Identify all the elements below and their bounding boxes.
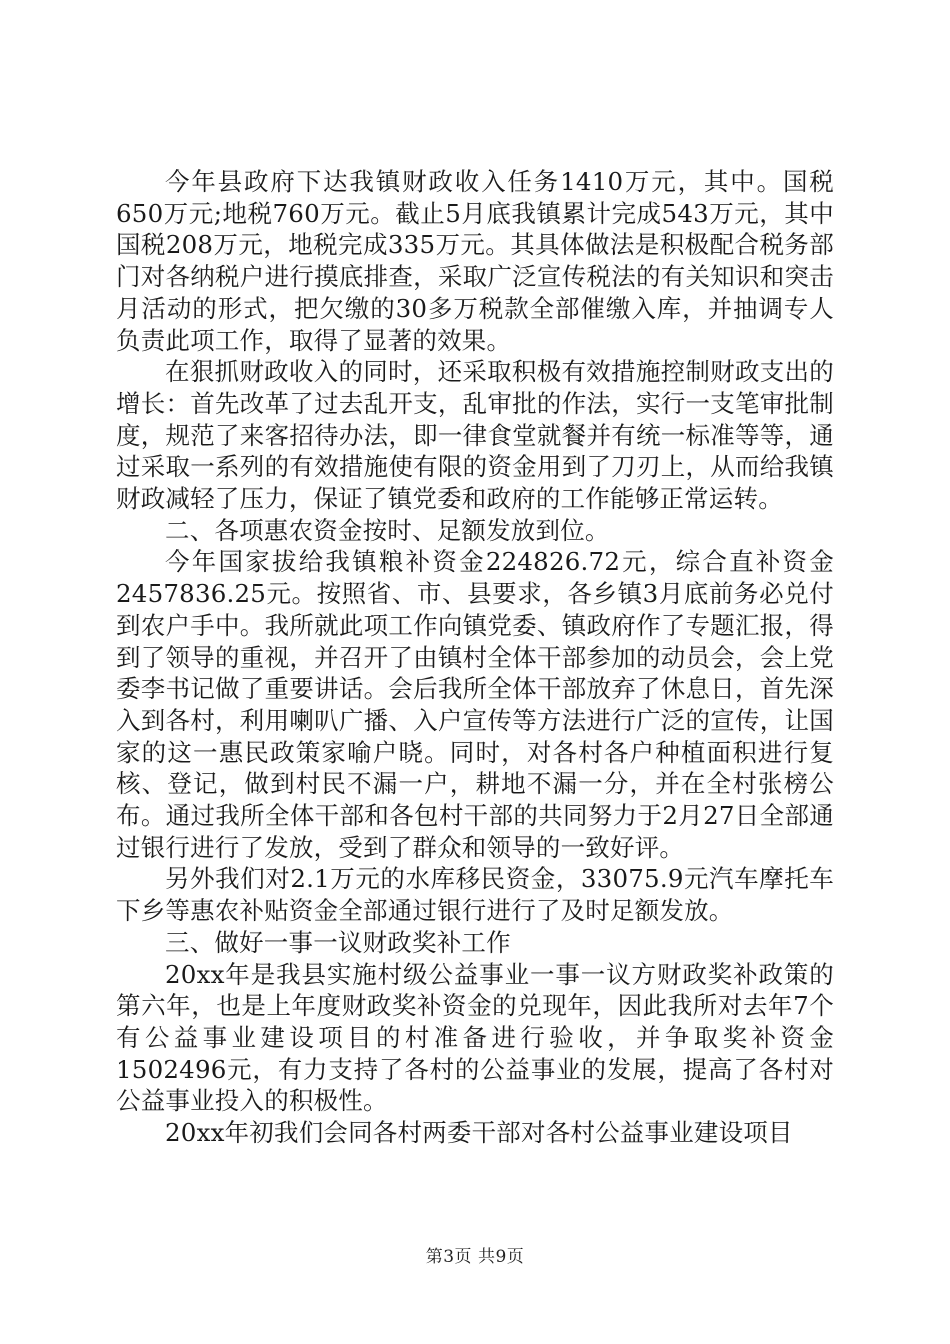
paragraph-award-subsidy: 20xx年是我县实施村级公益事业一事一议方财政奖补政策的第六年，也是上年度财政奖补资金的兑现年，因此我所对去年7个有公益事业建设项目的村准备进行验收，并争取奖补资金1502496元，有力支持了各村的公益事业的发展，提高了各村对公益事业投入的积极性。	[116, 959, 834, 1116]
paragraph-expenditure-control: 在狠抓财政收入的同时，还采取积极有效措施控制财政支出的增长：首先改革了过去乱开支，乱审批的作法，实行一支笔审批制度，规范了来客招待办法，即一律食堂就餐并有统一标准等等，通过采取一系列的有效措施使有限的资金用到了刀刃上，从而给我镇财政减轻了压力，保证了镇党委和政府的工作能够正常运转。	[116, 357, 834, 514]
paragraph-other-subsidies: 另外我们对2.1万元的水库移民资金，33075.9元汽车摩托车下乡等惠农补贴资金全部通过银行进行了及时足额发放。	[116, 864, 834, 926]
paragraph-revenue-task: 今年县政府下达我镇财政收入任务1410万元，其中。国税650万元;地税760万元。截止5月底我镇累计完成543万元，其中国税208万元，地税完成335万元。其具体做法是积极配合税务部门对各纳税户进行摸底排查，采取广泛宣传税法的有关知识和突击月活动的形式，把欠缴的30多万税款全部催缴入库，并抽调专人负责此项工作，取得了显著的效果。	[116, 167, 834, 355]
paragraph-subsidy-funds: 今年国家拔给我镇粮补资金224826.72元，综合直补资金2457836.25元。按照省、市、县要求，各乡镇3月底前务必兑付到农户手中。我所就此项工作向镇党委、镇政府作了专题汇报，得到了领导的重视，并召开了由镇村全体干部参加的动员会，会上党委李书记做了重要讲话。会后我所全体干部放弃了休息日，首先深入到各村，利用喇叭广播、入户宣传等方法进行广泛的宣传，让国家的这一惠民政策家喻户晓。同时，对各村各户种植面积进行复核、登记，做到村民不漏一户，耕地不漏一分，并在全村张榜公布。通过我所全体干部和各包村干部的共同努力于2月27日全部通过银行进行了发放，受到了群众和领导的一致好评。	[116, 547, 834, 862]
paragraph-project-start: 20xx年初我们会同各村两委干部对各村公益事业建设项目	[165, 1118, 793, 1148]
document-body	[116, 166, 834, 1149]
section-heading-3: 三、做好一事一议财政奖补工作	[165, 927, 511, 957]
section-heading-2: 二、各项惠农资金按时、足额发放到位。	[165, 515, 610, 545]
page-footer: 第3页 共9页	[425, 1247, 525, 1267]
